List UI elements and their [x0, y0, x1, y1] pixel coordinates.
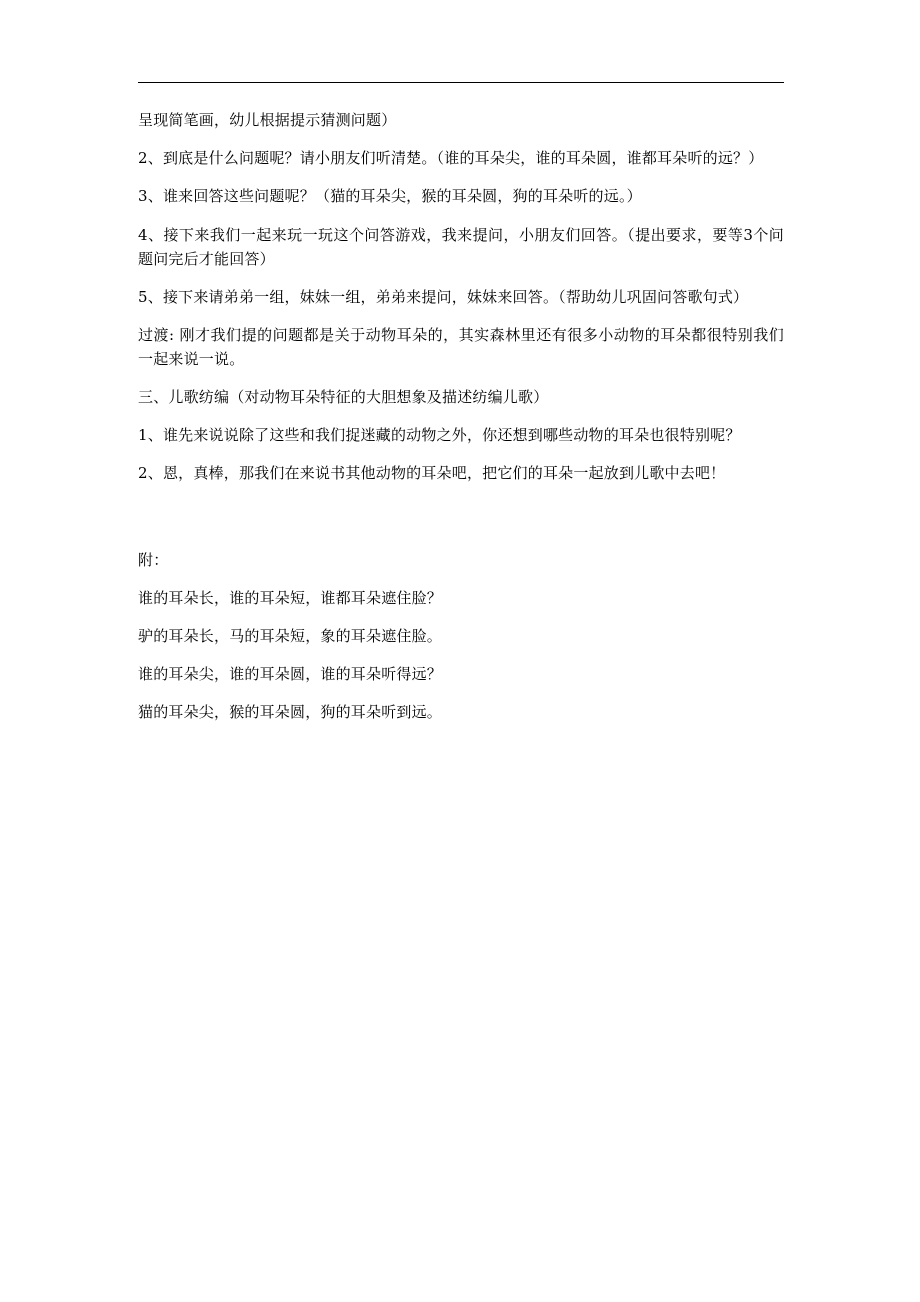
- section-heading-3: 三、儿歌纺编（对动物耳朵特征的大胆想象及描述纺编儿歌）: [138, 388, 549, 406]
- paragraph-step-3: 3、谁来回答这些问题呢？（猫的耳朵尖，猴的耳朵圆，狗的耳朵听的远。）: [138, 187, 642, 205]
- rhyme-line-1: 谁的耳朵长，谁的耳朵短，谁都耳朵遮住脸？: [138, 589, 443, 607]
- header-rule: [138, 82, 784, 83]
- rhyme-line-3: 谁的耳朵尖，谁的耳朵圆，谁的耳朵听得远？: [138, 665, 443, 683]
- rhyme-line-4: 猫的耳朵尖，猴的耳朵圆，狗的耳朵听到远。: [138, 703, 443, 721]
- paragraph-intro-tail: 呈现简笔画，幼儿根据提示猜测问题）: [138, 111, 397, 129]
- paragraph-step-2: 2、到底是什么问题呢？请小朋友们听清楚。（谁的耳朵尖，谁的耳朵圆，谁都耳朵听的远？）: [138, 149, 764, 167]
- paragraph-section3-step-1: 1、谁先来说说除了这些和我们捉迷藏的动物之外，你还想到哪些动物的耳朵也很特别呢？: [138, 426, 741, 444]
- paragraph-step-5: 5、接下来请弟弟一组，妹妹一组，弟弟来提问，妹妹来回答。（帮助幼儿巩固问答歌句式）: [138, 288, 749, 306]
- rhyme-line-2: 驴的耳朵长，马的耳朵短，象的耳朵遮住脸。: [138, 627, 443, 645]
- paragraph-section3-step-2: 2、恩，真棒，那我们在来说书其他动物的耳朵吧，把它们的耳朵一起放到儿歌中去吧！: [138, 464, 726, 482]
- appendix-label: 附：: [138, 551, 169, 569]
- paragraph-step-4: 4、接下来我们一起来玩一玩这个问答游戏，我来提问，小朋友们回答。（提出要求，要等3个问题问完后才能回答）: [138, 226, 784, 268]
- paragraph-transition: 过渡: 刚才我们提的问题都是关于动物耳朵的，其实森林里还有很多小动物的耳朵都很特别我们一起来说一说。: [138, 326, 784, 368]
- document-body: [138, 108, 784, 724]
